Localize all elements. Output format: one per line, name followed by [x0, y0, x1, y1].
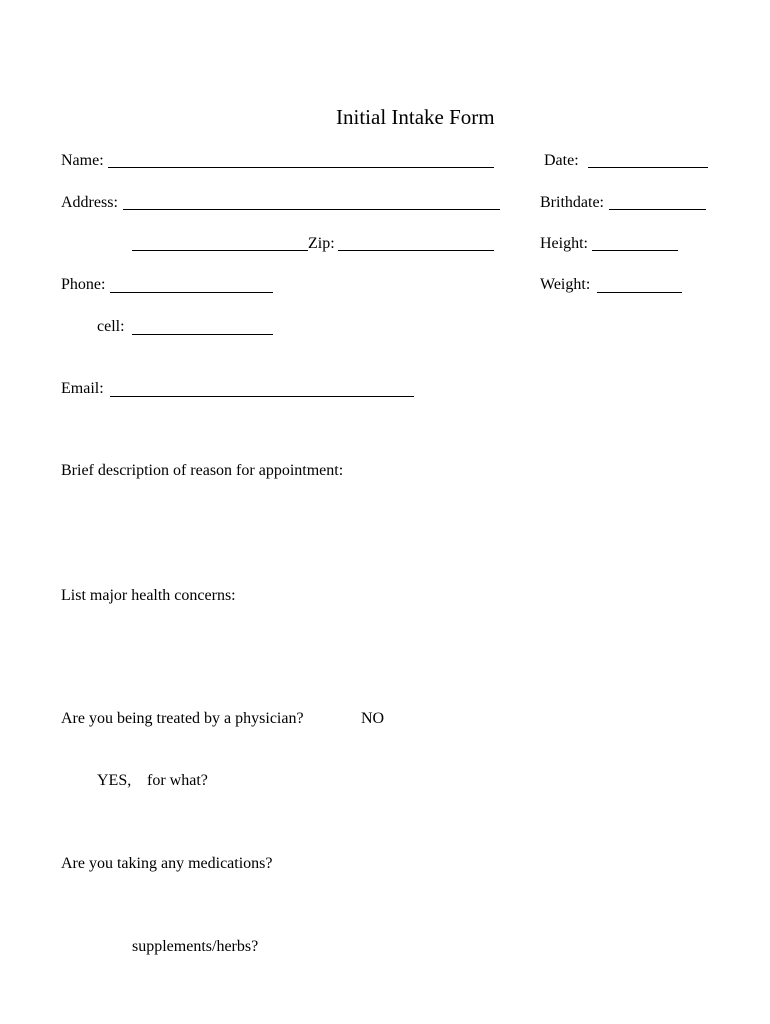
cell-label: cell:	[97, 318, 125, 335]
phone-label: Phone:	[61, 276, 106, 293]
health-concerns-prompt: List major health concerns:	[61, 587, 236, 604]
height-label: Height:	[540, 235, 588, 252]
birthdate-field[interactable]	[609, 209, 706, 210]
birthdate-label: Brithdate:	[540, 194, 604, 211]
cell-field[interactable]	[132, 334, 273, 335]
page-title: Initial Intake Form	[336, 105, 495, 129]
physician-no-option[interactable]: NO	[361, 710, 385, 727]
email-label: Email:	[61, 380, 104, 397]
address-field[interactable]	[123, 209, 500, 210]
city-state-field[interactable]	[132, 250, 308, 251]
zip-field[interactable]	[338, 250, 494, 251]
phone-field[interactable]	[110, 292, 273, 293]
name-label: Name:	[61, 152, 104, 169]
address-label: Address:	[61, 194, 118, 211]
zip-label: Zip:	[308, 235, 335, 252]
weight-label: Weight:	[540, 276, 591, 293]
supplements-prompt: supplements/herbs?	[132, 938, 259, 955]
height-field[interactable]	[592, 250, 678, 251]
weight-field[interactable]	[597, 292, 682, 293]
reason-prompt: Brief description of reason for appointment:	[61, 462, 344, 479]
physician-question: Are you being treated by a physician?	[61, 710, 304, 727]
date-label: Date:	[544, 152, 579, 169]
date-field[interactable]	[588, 167, 708, 168]
physician-for-what-label: for what?	[147, 772, 208, 789]
physician-yes-option[interactable]: YES,	[97, 772, 132, 789]
email-field[interactable]	[110, 396, 414, 397]
medications-question: Are you taking any medications?	[61, 855, 273, 872]
name-field[interactable]	[108, 167, 494, 168]
